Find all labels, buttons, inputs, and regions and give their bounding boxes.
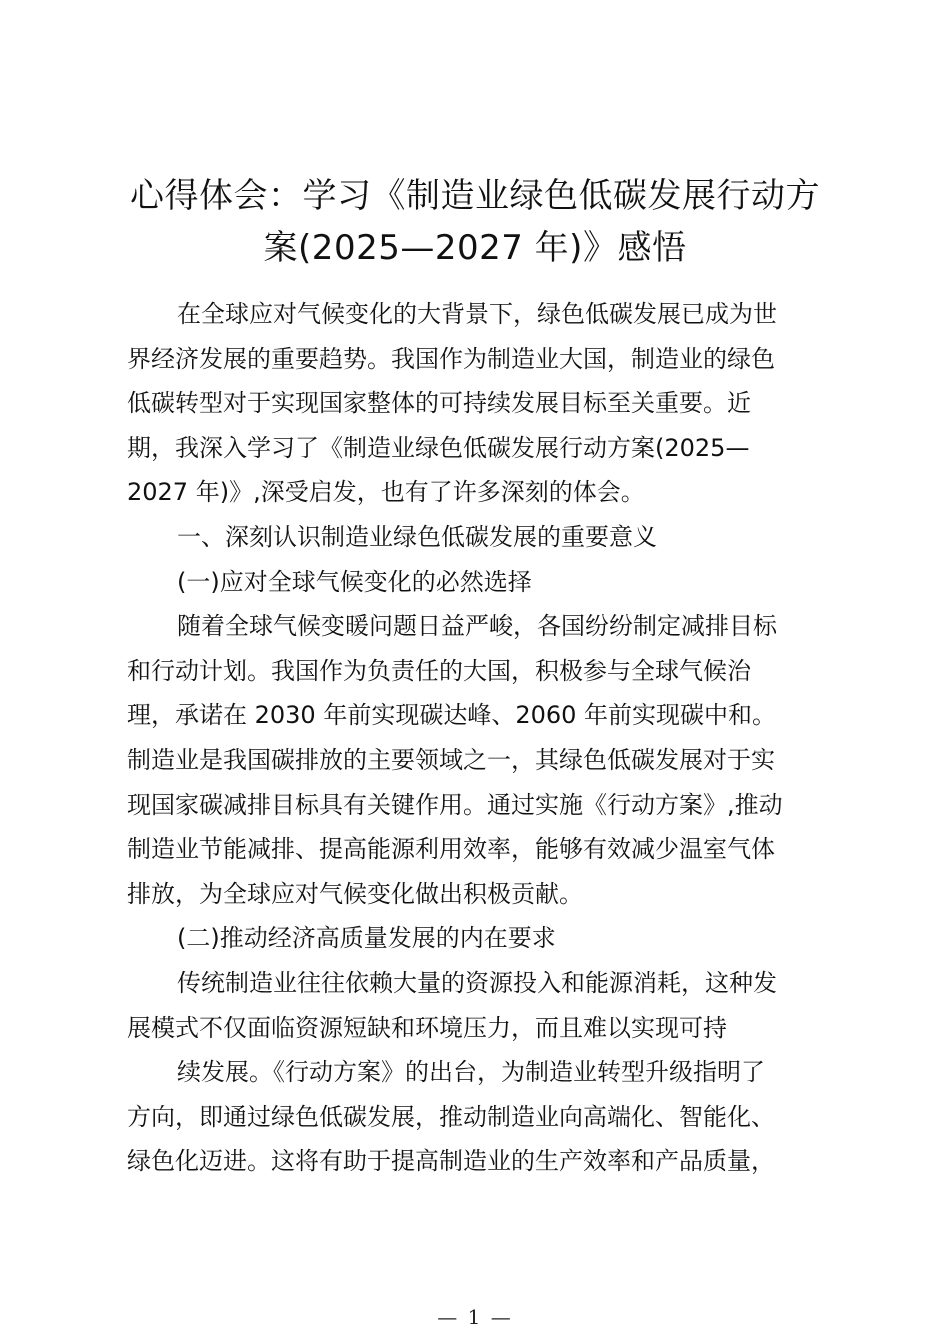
paragraph-line: 随着全球气候变暖问题日益严峻，各国纷纷制定减排目标 <box>177 612 777 641</box>
paragraph-line: 传统制造业往往依赖大量的资源投入和能源消耗，这种发 <box>177 968 777 997</box>
paragraph-line: 现国家碳减排目标具有关键作用。通过实施《行动方案》,推动 <box>127 790 783 819</box>
paragraph-line: 和行动计划。我国作为负责任的大国，积极参与全球气候治 <box>127 656 751 685</box>
document-title-line-2: 案(2025—2027 年)》感悟 <box>263 228 687 268</box>
paragraph-line: 制造业是我国碳排放的主要领域之一，其绿色低碳发展对于实 <box>127 745 775 774</box>
paragraph-line: 展模式不仅面临资源短缺和环境压力，而且难以实现可持 <box>127 1013 727 1042</box>
paragraph-line: 2027 年)》,深受启发，也有了许多深刻的体会。 <box>127 478 645 507</box>
subsection-heading: (二)推动经济高质量发展的内在要求 <box>177 924 556 953</box>
page-number: — 1 — <box>437 1305 513 1329</box>
subsection-heading: (一)应对全球气候变化的必然选择 <box>177 567 532 596</box>
document-title-line-1: 心得体会：学习《制造业绿色低碳发展行动方 <box>130 176 820 216</box>
document-body <box>127 292 827 1184</box>
paragraph-line: 排放，为全球应对气候变化做出积极贡献。 <box>127 879 583 908</box>
paragraph-line: 理，承诺在 2030 年前实现碳达峰、2060 年前实现碳中和。 <box>127 701 777 730</box>
paragraph-line: 续发展。《行动方案》的出台，为制造业转型升级指明了 <box>177 1058 765 1087</box>
paragraph-line: 绿色化迈进。这将有助于提高制造业的生产效率和产品质量， <box>127 1147 775 1176</box>
paragraph-line: 制造业节能减排、提高能源利用效率，能够有效减少温室气体 <box>127 835 775 864</box>
paragraph-line: 在全球应对气候变化的大背景下，绿色低碳发展已成为世 <box>177 300 777 328</box>
paragraph-line: 期，我深入学习了《制造业绿色低碳发展行动方案(2025— <box>127 433 750 462</box>
paragraph-line: 方向，即通过绿色低碳发展，推动制造业向高端化、智能化、 <box>127 1102 775 1131</box>
paragraph-line: 低碳转型对于实现国家整体的可持续发展目标至关重要。近 <box>127 389 751 418</box>
section-heading: 一、深刻认识制造业绿色低碳发展的重要意义 <box>177 522 657 551</box>
paragraph-line: 界经济发展的重要趋势。我国作为制造业大国，制造业的绿色 <box>127 344 775 373</box>
